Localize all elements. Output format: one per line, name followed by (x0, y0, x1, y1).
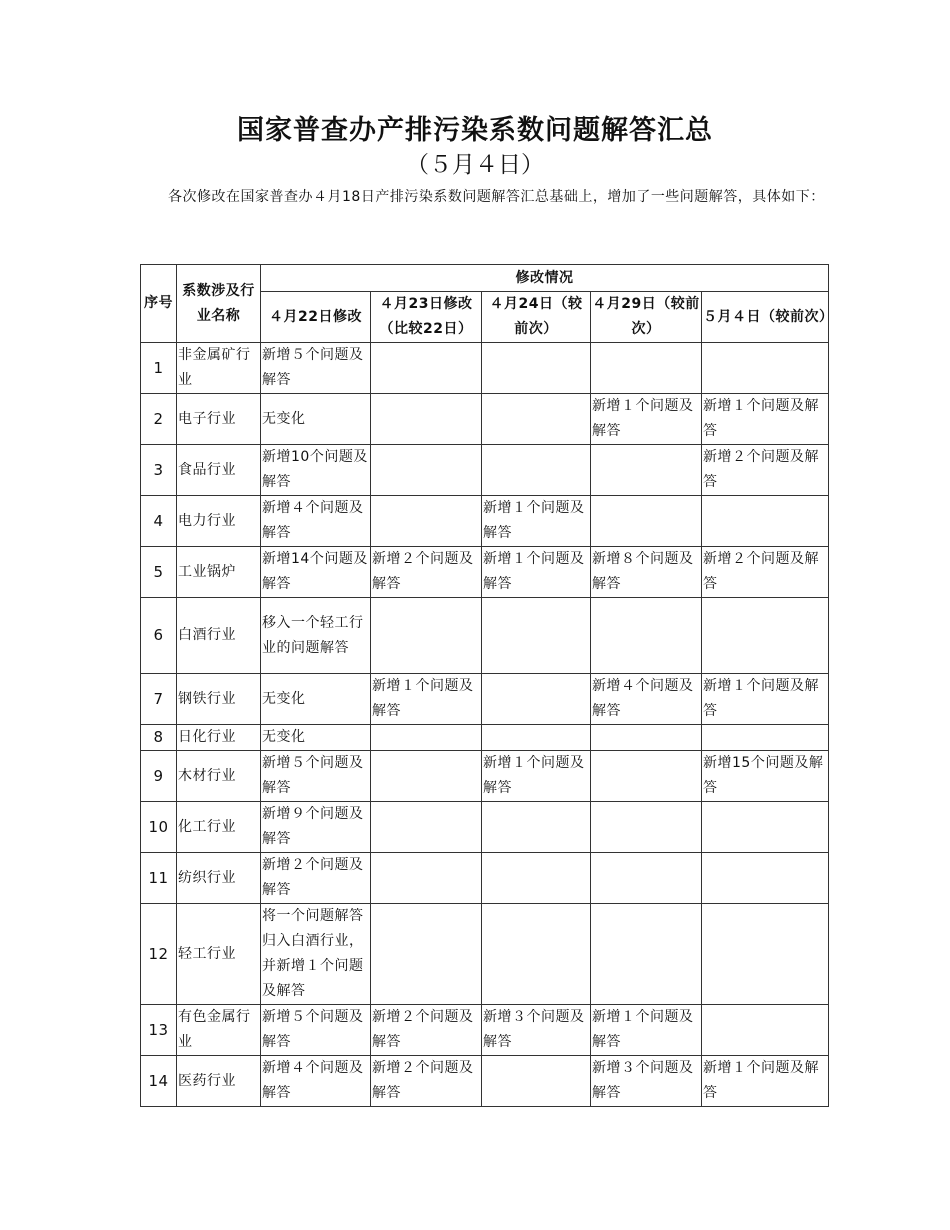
row-number: 6 (141, 598, 177, 674)
change-cell (482, 904, 591, 1005)
change-cell (371, 725, 482, 751)
change-cell: 无变化 (261, 394, 371, 445)
change-cell: 新增２个问题及解答 (702, 445, 829, 496)
row-number: 3 (141, 445, 177, 496)
industry-name: 纺织行业 (177, 853, 261, 904)
row-number: 1 (141, 343, 177, 394)
change-cell: 新增２个问题及解答 (371, 1005, 482, 1056)
change-cell: 新增１个问题及解答 (702, 674, 829, 725)
table-row (141, 1005, 829, 1056)
change-cell (702, 598, 829, 674)
change-cell (482, 853, 591, 904)
change-cell (371, 394, 482, 445)
change-cell (702, 853, 829, 904)
industry-name: 日化行业 (177, 725, 261, 751)
industry-header: 系数涉及行业名称 (177, 265, 261, 343)
table-row (141, 725, 829, 751)
change-cell (702, 496, 829, 547)
change-cell: 新增２个问题及解答 (702, 547, 829, 598)
row-number: 10 (141, 802, 177, 853)
change-cell (591, 725, 702, 751)
date-header: ５月４日（较前次） (702, 292, 829, 343)
change-cell: 新增９个问题及解答 (261, 802, 371, 853)
change-cell: 新增５个问题及解答 (261, 343, 371, 394)
change-cell (591, 802, 702, 853)
change-cell (371, 853, 482, 904)
change-cell (702, 1005, 829, 1056)
document-title: 国家普查办产排污染系数问题解答汇总 (237, 115, 713, 146)
table-row (141, 547, 829, 598)
change-cell (482, 725, 591, 751)
change-cell (371, 904, 482, 1005)
table-row (141, 445, 829, 496)
change-cell (482, 445, 591, 496)
change-cell (591, 751, 702, 802)
change-cell: 新增８个问题及解答 (591, 547, 702, 598)
change-cell: 新增４个问题及解答 (261, 496, 371, 547)
change-cell (371, 496, 482, 547)
document-date: （５月４日） (406, 152, 544, 178)
industry-name: 电子行业 (177, 394, 261, 445)
table-row (141, 674, 829, 725)
change-cell (702, 802, 829, 853)
row-number: 11 (141, 853, 177, 904)
row-number: 5 (141, 547, 177, 598)
table-row (141, 394, 829, 445)
intro-paragraph: 各次修改在国家普查办４月18日产排污染系数问题解答汇总基础上，增加了一些问题解答，具体如下： (168, 189, 825, 205)
change-cell: 新增５个问题及解答 (261, 751, 371, 802)
industry-name: 工业锅炉 (177, 547, 261, 598)
row-number: 4 (141, 496, 177, 547)
row-number: 2 (141, 394, 177, 445)
change-cell (591, 853, 702, 904)
date-header: ４月22日修改 (261, 292, 371, 343)
table-row (141, 1056, 829, 1107)
change-cell: 新增１个问题及解答 (482, 751, 591, 802)
industry-name: 有色金属行业 (177, 1005, 261, 1056)
table-row (141, 598, 829, 674)
revision-group-header: 修改情况 (261, 265, 829, 292)
change-cell (482, 343, 591, 394)
revision-summary-table (140, 264, 834, 1107)
change-cell: 新增４个问题及解答 (261, 1056, 371, 1107)
change-cell (482, 1056, 591, 1107)
industry-name: 电力行业 (177, 496, 261, 547)
change-cell: 将一个问题解答归入白酒行业，并新增１个问题及解答 (261, 904, 371, 1005)
row-number: 14 (141, 1056, 177, 1107)
industry-name: 医药行业 (177, 1056, 261, 1107)
change-cell: 新增１个问题及解答 (702, 394, 829, 445)
change-cell: 新增14个问题及解答 (261, 547, 371, 598)
seq-header: 序号 (141, 265, 177, 343)
change-cell (371, 751, 482, 802)
industry-name: 木材行业 (177, 751, 261, 802)
industry-name: 非金属矿行业 (177, 343, 261, 394)
change-cell (482, 394, 591, 445)
change-cell (702, 725, 829, 751)
row-number: 13 (141, 1005, 177, 1056)
change-cell: 新增４个问题及解答 (591, 674, 702, 725)
table-row (141, 904, 829, 1005)
change-cell: 移入一个轻工行业的问题解答 (261, 598, 371, 674)
change-cell (371, 802, 482, 853)
change-cell (591, 496, 702, 547)
change-cell: 新增５个问题及解答 (261, 1005, 371, 1056)
change-cell: 无变化 (261, 674, 371, 725)
table-row (141, 853, 829, 904)
change-cell (591, 598, 702, 674)
change-cell: 新增１个问题及解答 (482, 496, 591, 547)
change-cell: 新增２个问题及解答 (371, 547, 482, 598)
row-number: 9 (141, 751, 177, 802)
table-row (141, 343, 829, 394)
change-cell (591, 343, 702, 394)
table-row (141, 496, 829, 547)
change-cell (371, 343, 482, 394)
change-cell (371, 598, 482, 674)
change-cell: 新增１个问题及解答 (702, 1056, 829, 1107)
change-cell: 新增１个问题及解答 (591, 1005, 702, 1056)
change-cell: 新增１个问题及解答 (482, 547, 591, 598)
row-number: 8 (141, 725, 177, 751)
change-cell: 新增15个问题及解答 (702, 751, 829, 802)
date-header: ４月24日（较前次） (482, 292, 591, 343)
change-cell (482, 802, 591, 853)
table-row (141, 751, 829, 802)
change-cell (702, 343, 829, 394)
date-header: ４月29日（较前次） (591, 292, 702, 343)
change-cell (702, 904, 829, 1005)
change-cell: 新增10个问题及解答 (261, 445, 371, 496)
industry-name: 食品行业 (177, 445, 261, 496)
row-number: 7 (141, 674, 177, 725)
change-cell (591, 904, 702, 1005)
change-cell: 新增１个问题及解答 (371, 674, 482, 725)
change-cell: 新增２个问题及解答 (371, 1056, 482, 1107)
change-cell (591, 445, 702, 496)
change-cell (371, 445, 482, 496)
industry-name: 轻工行业 (177, 904, 261, 1005)
change-cell: 新增３个问题及解答 (482, 1005, 591, 1056)
change-cell: 无变化 (261, 725, 371, 751)
change-cell: 新增２个问题及解答 (261, 853, 371, 904)
table-row (141, 802, 829, 853)
row-number: 12 (141, 904, 177, 1005)
change-cell: 新增３个问题及解答 (591, 1056, 702, 1107)
date-header: ４月23日修改（比较22日） (371, 292, 482, 343)
change-cell (482, 598, 591, 674)
industry-name: 化工行业 (177, 802, 261, 853)
change-cell: 新增１个问题及解答 (591, 394, 702, 445)
change-cell (482, 674, 591, 725)
industry-name: 白酒行业 (177, 598, 261, 674)
industry-name: 钢铁行业 (177, 674, 261, 725)
